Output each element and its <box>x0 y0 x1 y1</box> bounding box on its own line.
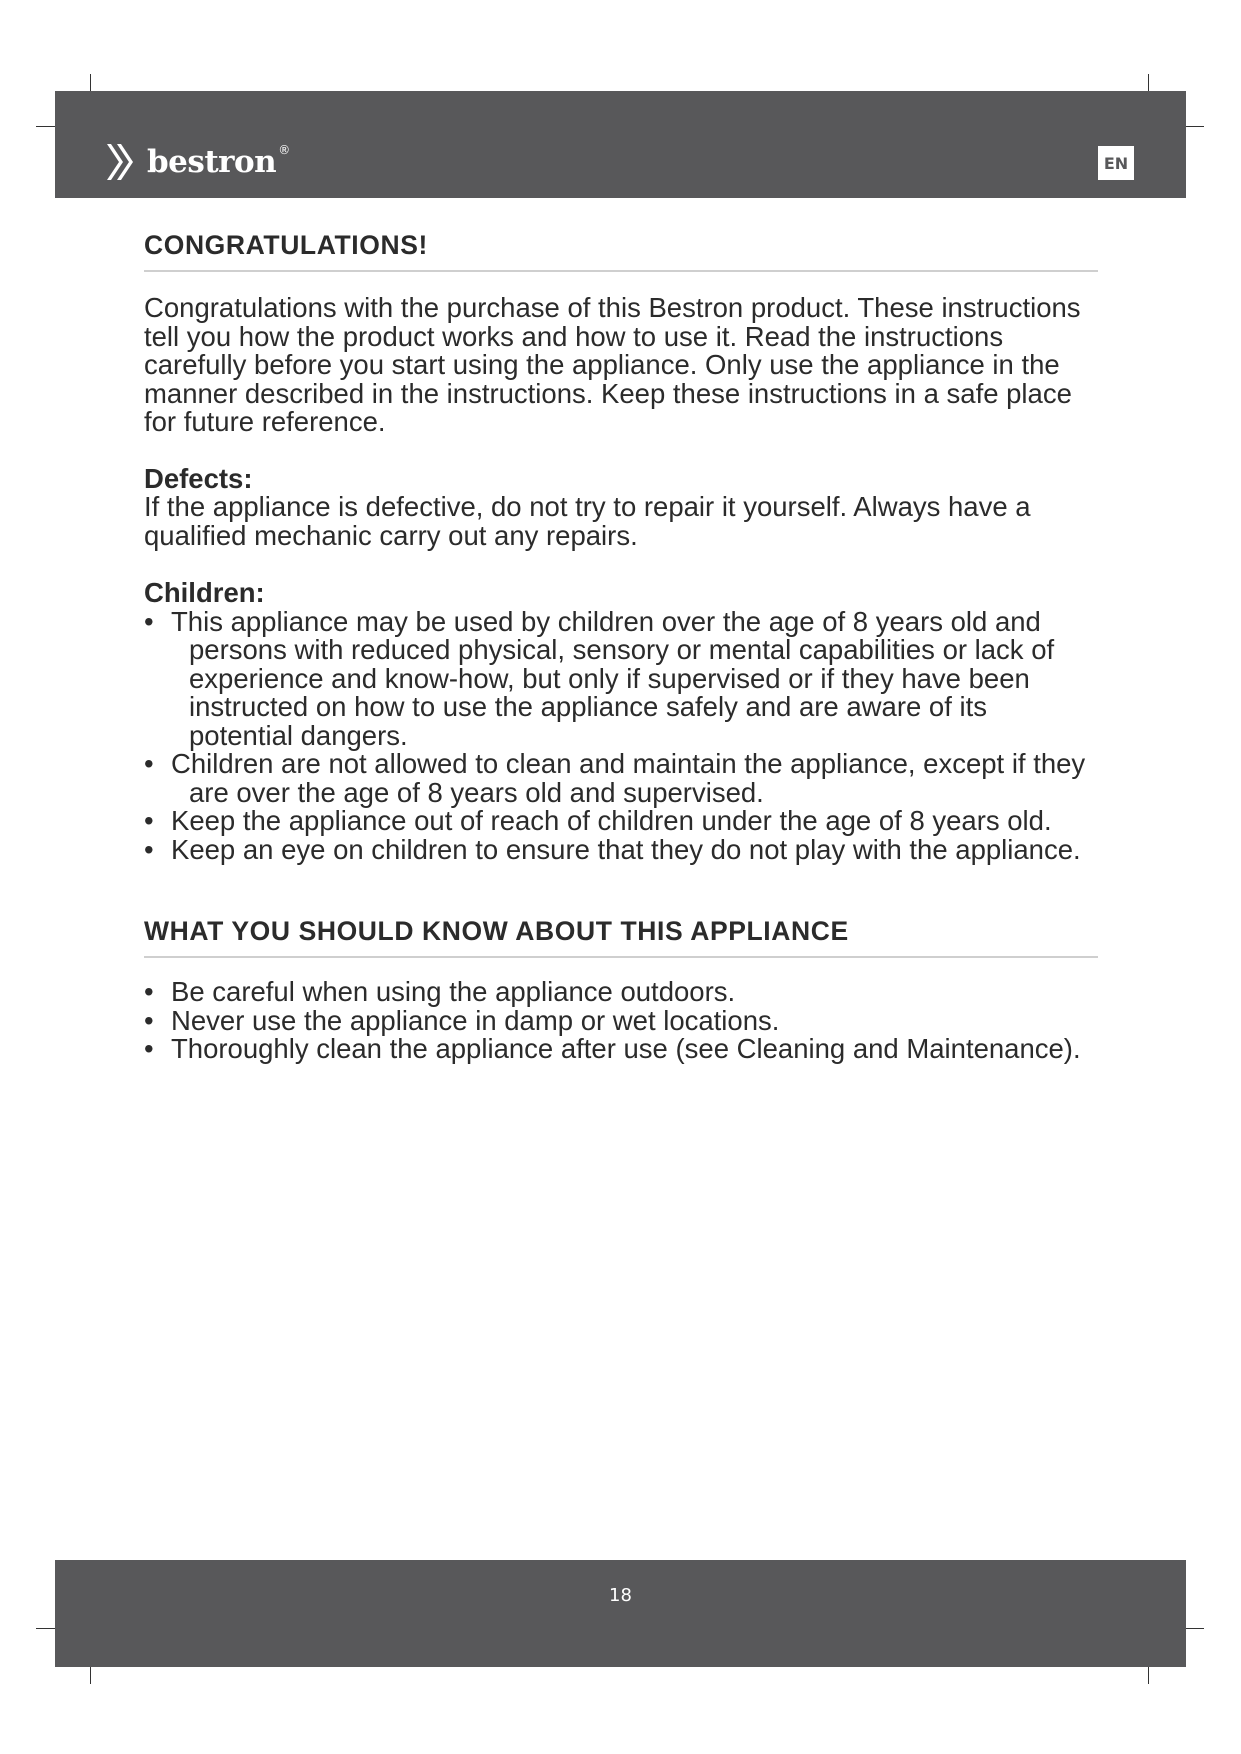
list-item: • Be careful when using the appliance outdoors. <box>144 976 736 1007</box>
intro-paragraph: Congratulations with the purchase of this Bestron product. These instructions tell you how the product works and how to use it. Read the instructions carefully before you start using the appliance. Only use the appliance in the manner described in the instructions. Keep these instructions in a safe place for future reference. <box>144 292 1081 437</box>
brand-logo <box>105 138 290 186</box>
list-item: • Keep an eye on children to ensure that they do not play with the appliance. <box>144 833 1081 865</box>
registered-mark: ® <box>278 143 291 157</box>
brand-name: bestron <box>147 144 277 180</box>
footer-band <box>55 1560 1186 1667</box>
children-heading: Children: <box>144 577 265 608</box>
defects-paragraph: If the appliance is defective, do not try to repair it yourself. Always have a qualified mechanic carry out any repairs. <box>144 491 1031 551</box>
know-about-list <box>144 978 1098 1064</box>
list-item: • Children are not allowed to clean and maintain the appliance, except if they are over the age of 8 years old and supervised. <box>144 748 1086 808</box>
section-title-congratulations: CONGRATULATIONS! <box>144 230 428 260</box>
defects-heading: Defects: <box>144 462 253 494</box>
list-item: • Never use the appliance in damp or wet locations. <box>144 1004 780 1036</box>
children-list <box>144 605 1098 865</box>
page-content <box>144 228 1098 1064</box>
list-item: • Keep the appliance out of reach of children under the age of 8 years old. <box>144 805 1052 836</box>
section-rule <box>144 956 1098 958</box>
section-title-know-about: WHAT YOU SHOULD KNOW ABOUT THIS APPLIANCE <box>144 916 849 946</box>
double-chevron-icon <box>105 142 139 182</box>
language-badge: EN <box>1098 146 1134 180</box>
page-number: 18 <box>609 1585 632 1606</box>
section-rule <box>144 270 1098 272</box>
list-item: • Thoroughly clean the appliance after use (see Cleaning and Maintenance). <box>144 1033 1081 1064</box>
list-item: • This appliance may be used by children over the age of 8 years old and persons with reduced physical, sensory or mental capabilities or lack of experience and know-how, but only if supervised or if they have been instructed on how to use the appliance safely and are aware of its potential dangers. <box>144 605 1055 751</box>
